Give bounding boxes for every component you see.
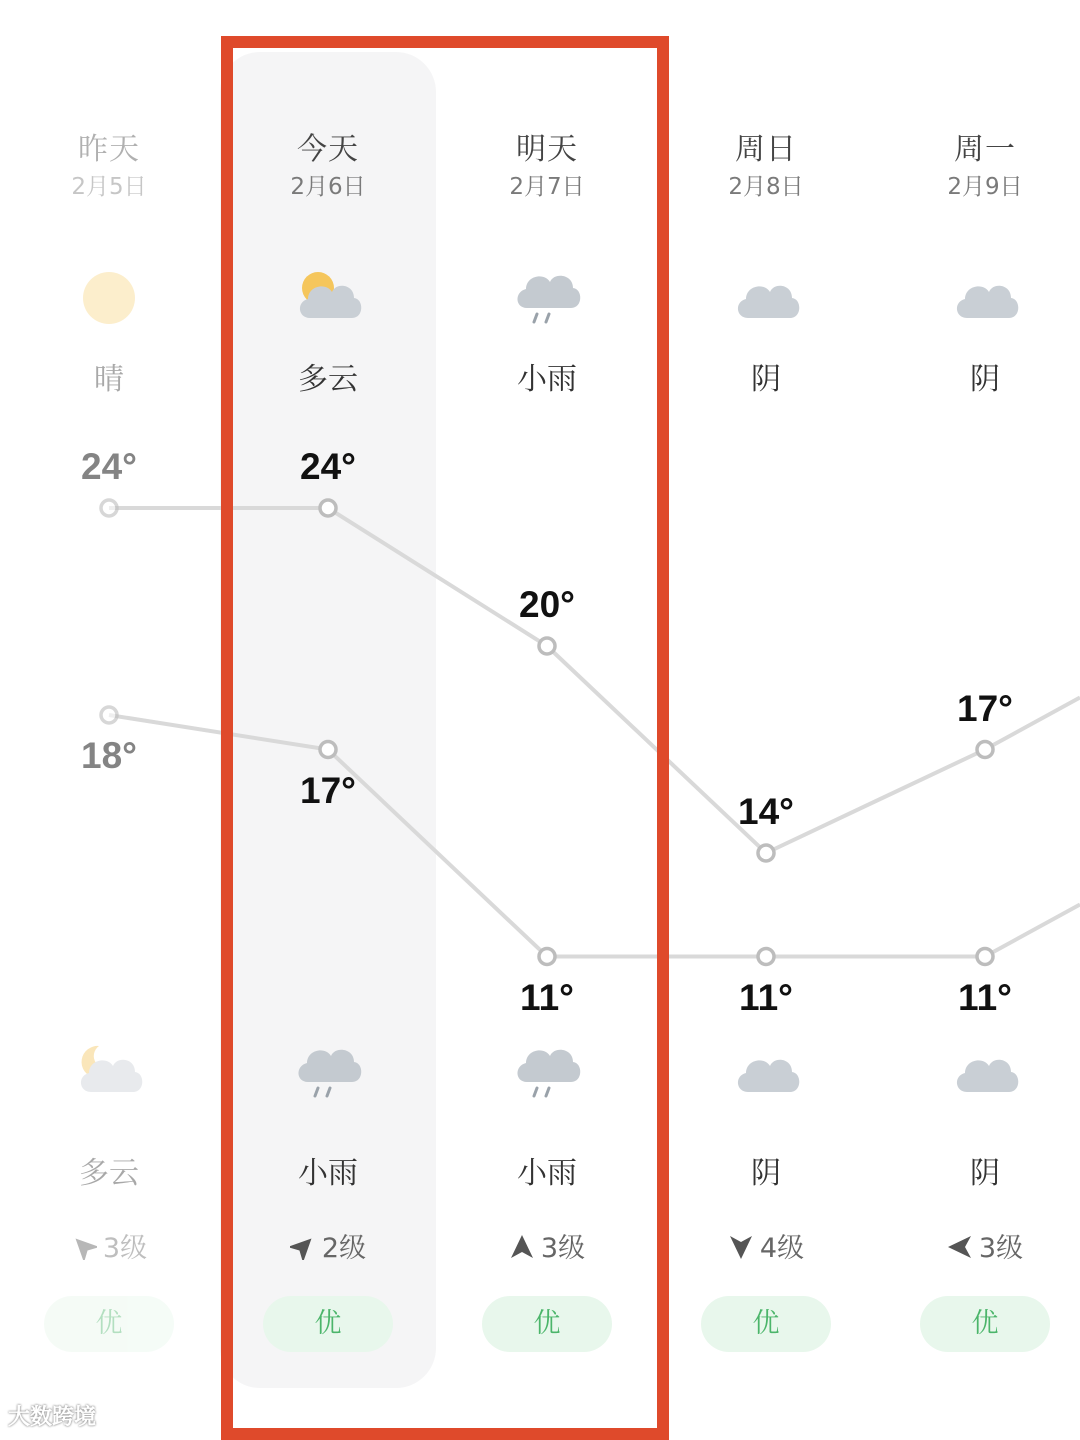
sun-cloud-icon <box>292 262 364 334</box>
wind-arrow-icon <box>728 1234 754 1260</box>
night-condition: 阴 <box>970 1156 1000 1191</box>
wind-info <box>219 1226 437 1265</box>
low-temp-label: 18° <box>81 735 137 776</box>
day-column[interactable] <box>219 0 437 1436</box>
day-date: 2月6日 <box>290 174 366 200</box>
day-condition: 多云 <box>298 362 358 397</box>
rain-cloud-icon <box>511 1036 583 1108</box>
wind-level: 2级 <box>321 1233 367 1264</box>
wind-arrow-icon <box>71 1234 97 1260</box>
aqi-badge[interactable]: 优 <box>701 1296 831 1352</box>
cloud-icon <box>730 1036 802 1108</box>
wind-info <box>876 1226 1080 1265</box>
watermark-label: 大数跨境 <box>8 1405 97 1430</box>
day-condition: 阴 <box>751 362 781 397</box>
cloud-icon <box>730 262 802 334</box>
day-name: 昨天 <box>78 132 140 167</box>
wind-info <box>657 1226 875 1265</box>
day-date: 2月7日 <box>509 174 585 200</box>
day-name: 明天 <box>516 132 578 167</box>
day-condition: 晴 <box>94 362 124 397</box>
day-name: 今天 <box>297 132 359 167</box>
low-temp-label: 17° <box>300 769 356 811</box>
day-date: 2月5日 <box>71 174 147 200</box>
high-temp-label: 20° <box>519 584 575 625</box>
high-temp-label: 17° <box>957 687 1013 729</box>
aqi-badge[interactable]: 优 <box>263 1296 393 1352</box>
low-temp-label: 11° <box>520 976 574 1018</box>
night-condition: 阴 <box>751 1156 781 1191</box>
low-temp-label: 11° <box>739 976 793 1018</box>
night-condition: 小雨 <box>517 1156 577 1191</box>
wind-level: 4级 <box>759 1233 805 1264</box>
day-date: 2月8日 <box>728 174 804 200</box>
cloud-icon <box>949 1036 1021 1108</box>
day-name: 周日 <box>735 132 797 167</box>
day-condition: 小雨 <box>517 362 577 397</box>
rain-cloud-icon <box>511 262 583 334</box>
cloud-icon <box>949 262 1021 334</box>
day-date: 2月9日 <box>947 174 1023 200</box>
day-name: 周一 <box>954 132 1016 167</box>
low-temp-label: 11° <box>958 976 1012 1018</box>
moon-cloud-icon <box>73 1036 145 1108</box>
wind-arrow-icon <box>509 1234 535 1260</box>
aqi-badge[interactable]: 优 <box>920 1296 1050 1352</box>
high-temp-label: 14° <box>738 791 794 832</box>
day-condition: 阴 <box>970 362 1000 397</box>
high-temp-label: 24° <box>81 446 137 487</box>
wind-info <box>0 1226 218 1265</box>
wind-level: 3级 <box>978 1233 1024 1264</box>
wind-arrow-icon <box>947 1234 973 1260</box>
night-condition: 小雨 <box>298 1156 358 1191</box>
wind-info <box>438 1226 656 1265</box>
sun-icon <box>73 262 145 334</box>
wind-arrow-icon <box>290 1234 316 1260</box>
wind-level: 3级 <box>540 1233 586 1264</box>
wind-level: 3级 <box>102 1233 148 1264</box>
night-condition: 多云 <box>79 1156 139 1191</box>
rain-cloud-icon <box>292 1036 364 1108</box>
aqi-badge[interactable]: 优 <box>44 1296 174 1352</box>
high-temp-label: 24° <box>300 446 356 487</box>
day-column[interactable] <box>657 0 875 1436</box>
aqi-badge[interactable]: 优 <box>482 1296 612 1352</box>
day-column[interactable] <box>0 0 218 1436</box>
day-column[interactable] <box>438 0 656 1436</box>
